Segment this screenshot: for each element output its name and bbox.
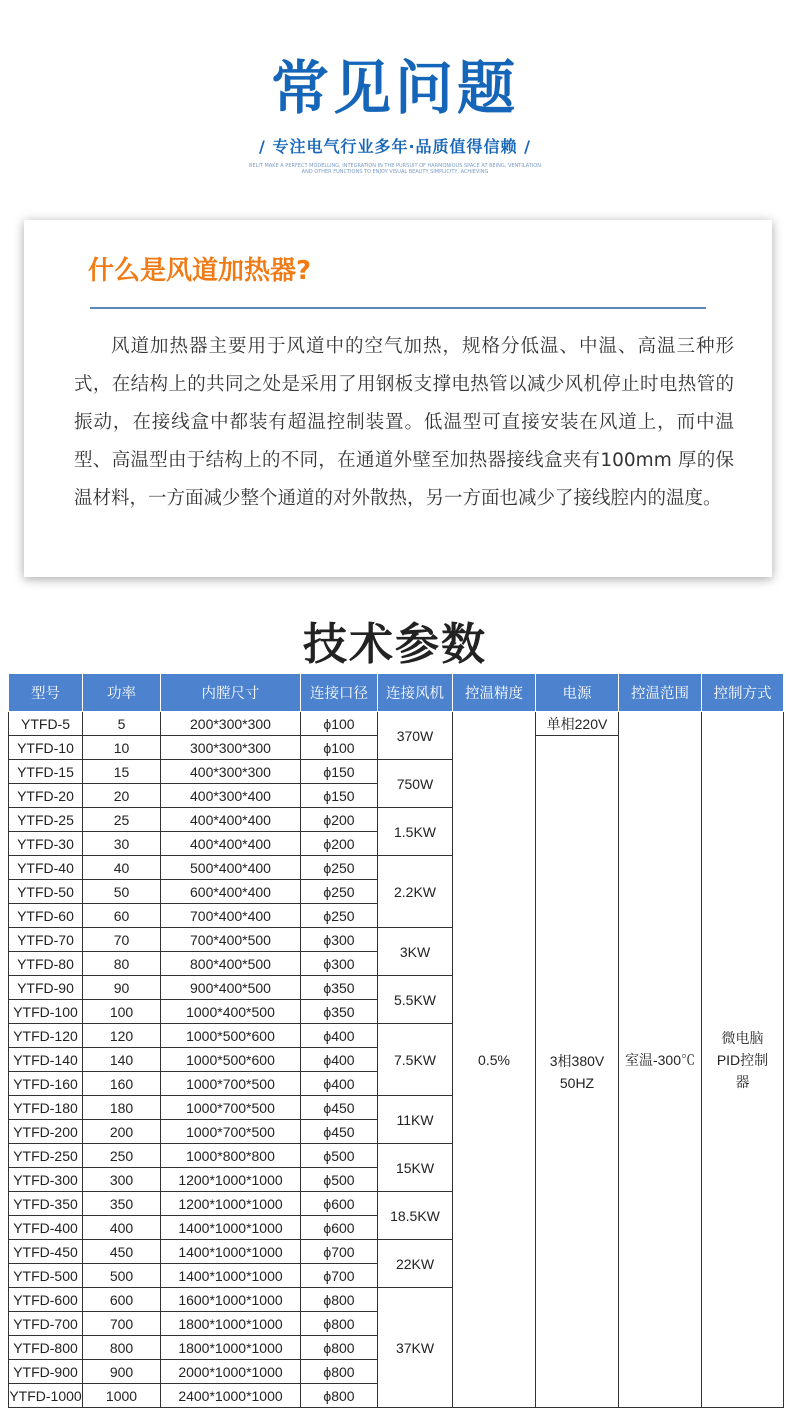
cell-model: YTFD-40: [9, 856, 83, 880]
cell-model: YTFD-400: [9, 1216, 83, 1240]
cell-size: 700*400*400: [161, 904, 301, 928]
cell-model: YTFD-5: [9, 712, 83, 736]
cell-port: ϕ200: [301, 808, 378, 832]
header-fan: 连接风机: [378, 674, 453, 712]
cell-port: ϕ500: [301, 1168, 378, 1192]
cell-size: 1000*700*500: [161, 1120, 301, 1144]
faq-answer: 风道加热器主要用于风道中的空气加热，规格分低温、中温、高温三种形式，在结构上的共同之处是采用了用钢板支撑电热管以减少风机停止时电热管的振动，在接线盒中都装有超温控制装置。低温型可直接安装在风道上，而中温型、高温型由于结构上的不同，在通道外壁至加热器接线盒夹有100mm 厚的保温材料，一方面减少整个通道的对外散热，另一方面也减少了接线腔内的温度。: [74, 336, 734, 509]
cell-port: ϕ500: [301, 1144, 378, 1168]
cell-power: 20: [83, 784, 161, 808]
cell-model: YTFD-250: [9, 1144, 83, 1168]
faq-card: [24, 220, 772, 577]
cell-port: ϕ800: [301, 1336, 378, 1360]
cell-size: 2000*1000*1000: [161, 1360, 301, 1384]
cell-model: YTFD-700: [9, 1312, 83, 1336]
faq-subtitle: / 专注电气行业多年·品质值得信赖 /: [259, 137, 531, 156]
cell-fan: 1.5KW: [378, 808, 453, 856]
cell-model: YTFD-200: [9, 1120, 83, 1144]
cell-size: 1200*1000*1000: [161, 1168, 301, 1192]
cell-model: YTFD-80: [9, 952, 83, 976]
cell-model: YTFD-10: [9, 736, 83, 760]
cell-model: YTFD-25: [9, 808, 83, 832]
header-power: 功率: [83, 674, 161, 712]
cell-fan: 18.5KW: [378, 1192, 453, 1240]
cell-model: YTFD-140: [9, 1048, 83, 1072]
cell-power: 200: [83, 1120, 161, 1144]
cell-model: YTFD-600: [9, 1288, 83, 1312]
cell-size: 300*300*300: [161, 736, 301, 760]
cell-model: YTFD-30: [9, 832, 83, 856]
header-model: 型号: [9, 674, 83, 712]
cell-port: ϕ250: [301, 856, 378, 880]
cell-size: 400*300*300: [161, 760, 301, 784]
cell-fan: 5.5KW: [378, 976, 453, 1024]
cell-size: 1400*1000*1000: [161, 1240, 301, 1264]
cell-power: 100: [83, 1000, 161, 1024]
cell-fan: 3KW: [378, 928, 453, 976]
cell-power: 500: [83, 1264, 161, 1288]
cell-size: 1800*1000*1000: [161, 1312, 301, 1336]
cell-port: ϕ450: [301, 1096, 378, 1120]
cell-port: ϕ150: [301, 784, 378, 808]
header-port: 连接口径: [301, 674, 378, 712]
cell-size: 1600*1000*1000: [161, 1288, 301, 1312]
cell-fan: 15KW: [378, 1144, 453, 1192]
cell-size: 1000*500*600: [161, 1024, 301, 1048]
cell-model: YTFD-1000: [9, 1384, 83, 1408]
cell-size: 700*400*500: [161, 928, 301, 952]
cell-power: 50: [83, 880, 161, 904]
cell-model: YTFD-350: [9, 1192, 83, 1216]
faq-title: 常见问题: [270, 54, 519, 122]
cell-model: YTFD-100: [9, 1000, 83, 1024]
cell-power: 15: [83, 760, 161, 784]
cell-size: 1800*1000*1000: [161, 1336, 301, 1360]
spec-table: [8, 673, 784, 1408]
table-row: [9, 712, 784, 736]
cell-power: 250: [83, 1144, 161, 1168]
cell-model: YTFD-300: [9, 1168, 83, 1192]
cell-port: ϕ800: [301, 1288, 378, 1312]
cell-size: 400*400*400: [161, 808, 301, 832]
cell-power: 5: [83, 712, 161, 736]
cell-model: YTFD-160: [9, 1072, 83, 1096]
cell-model: YTFD-450: [9, 1240, 83, 1264]
cell-fan: 11KW: [378, 1096, 453, 1144]
cell-power: 180: [83, 1096, 161, 1120]
cell-port: ϕ450: [301, 1120, 378, 1144]
header-supply: 电源: [536, 674, 619, 712]
cell-power: 350: [83, 1192, 161, 1216]
cell-port: ϕ200: [301, 832, 378, 856]
cell-fan: 37KW: [378, 1288, 453, 1408]
cell-power: 160: [83, 1072, 161, 1096]
cell-size: 500*400*400: [161, 856, 301, 880]
cell-power: 60: [83, 904, 161, 928]
cell-size: 2400*1000*1000: [161, 1384, 301, 1408]
cell-port: ϕ100: [301, 712, 378, 736]
cell-port: ϕ400: [301, 1048, 378, 1072]
cell-port: ϕ300: [301, 952, 378, 976]
cell-port: ϕ100: [301, 736, 378, 760]
cell-model: YTFD-90: [9, 976, 83, 1000]
cell-model: YTFD-60: [9, 904, 83, 928]
cell-size: 1200*1000*1000: [161, 1192, 301, 1216]
cell-size: 900*400*500: [161, 976, 301, 1000]
cell-port: ϕ350: [301, 1000, 378, 1024]
cell-port: ϕ800: [301, 1384, 378, 1408]
cell-power: 40: [83, 856, 161, 880]
cell-size: 800*400*500: [161, 952, 301, 976]
cell-supply-three: 3相380V 50HZ: [536, 736, 619, 1408]
cell-fan: 370W: [378, 712, 453, 760]
cell-size: 600*400*400: [161, 880, 301, 904]
cell-size: 1400*1000*1000: [161, 1264, 301, 1288]
cell-power: 10: [83, 736, 161, 760]
cell-supply-single: 单相220V: [536, 712, 619, 736]
cell-port: ϕ600: [301, 1216, 378, 1240]
cell-size: 1400*1000*1000: [161, 1216, 301, 1240]
cell-size: 400*400*400: [161, 832, 301, 856]
header-range: 控温范围: [619, 674, 702, 712]
faq-question: 什么是风道加热器?: [88, 256, 312, 286]
cell-model: YTFD-120: [9, 1024, 83, 1048]
cell-model: YTFD-50: [9, 880, 83, 904]
cell-power: 90: [83, 976, 161, 1000]
faq-tagline: BELIT MAKE A PERFECT MODELLING, INTEGRATION IN THE PURSUIT OF HARMONIOUS SPACE AT BEING, VENTILATION AND OTHER FUNCTIONS TO ENJOY VISUAL BEAUTY SIMPLICITY, ACHIEVING: [249, 163, 541, 175]
cell-model: YTFD-15: [9, 760, 83, 784]
tech-title: 技术参数: [303, 619, 487, 670]
cell-size: 1000*700*500: [161, 1072, 301, 1096]
cell-power: 800: [83, 1336, 161, 1360]
cell-model: YTFD-180: [9, 1096, 83, 1120]
cell-fan: 2.2KW: [378, 856, 453, 928]
cell-power: 1000: [83, 1384, 161, 1408]
cell-control: 微电脑PID控制器: [702, 712, 784, 1408]
cell-port: ϕ700: [301, 1240, 378, 1264]
cell-power: 400: [83, 1216, 161, 1240]
table-body: [9, 712, 784, 1408]
cell-port: ϕ400: [301, 1024, 378, 1048]
cell-fan: 22KW: [378, 1240, 453, 1288]
cell-power: 25: [83, 808, 161, 832]
table-header-row: [9, 674, 784, 712]
cell-size: 1000*700*500: [161, 1096, 301, 1120]
cell-model: YTFD-20: [9, 784, 83, 808]
cell-power: 450: [83, 1240, 161, 1264]
cell-port: ϕ700: [301, 1264, 378, 1288]
cell-power: 600: [83, 1288, 161, 1312]
cell-port: ϕ250: [301, 904, 378, 928]
cell-model: YTFD-800: [9, 1336, 83, 1360]
cell-model: YTFD-900: [9, 1360, 83, 1384]
cell-power: 70: [83, 928, 161, 952]
cell-power: 30: [83, 832, 161, 856]
cell-port: ϕ800: [301, 1312, 378, 1336]
cell-fan: 7.5KW: [378, 1024, 453, 1096]
cell-power: 140: [83, 1048, 161, 1072]
cell-precision: 0.5%: [453, 712, 536, 1408]
cell-model: YTFD-70: [9, 928, 83, 952]
cell-power: 700: [83, 1312, 161, 1336]
cell-port: ϕ300: [301, 928, 378, 952]
cell-power: 120: [83, 1024, 161, 1048]
divider: [90, 307, 706, 309]
cell-size: 1000*800*800: [161, 1144, 301, 1168]
faq-header: [0, 48, 790, 175]
cell-port: ϕ250: [301, 880, 378, 904]
cell-power: 300: [83, 1168, 161, 1192]
cell-port: ϕ350: [301, 976, 378, 1000]
cell-size: 1000*500*600: [161, 1048, 301, 1072]
cell-port: ϕ400: [301, 1072, 378, 1096]
header-precision: 控温精度: [453, 674, 536, 712]
cell-port: ϕ800: [301, 1360, 378, 1384]
header-control: 控制方式: [702, 674, 784, 712]
cell-range: 室温-300℃: [619, 712, 702, 1408]
cell-size: 1000*400*500: [161, 1000, 301, 1024]
cell-fan: 750W: [378, 760, 453, 808]
cell-port: ϕ600: [301, 1192, 378, 1216]
cell-power: 900: [83, 1360, 161, 1384]
cell-model: YTFD-500: [9, 1264, 83, 1288]
cell-size: 200*300*300: [161, 712, 301, 736]
cell-port: ϕ150: [301, 760, 378, 784]
cell-power: 80: [83, 952, 161, 976]
cell-size: 400*300*400: [161, 784, 301, 808]
header-size: 内膛尺寸: [161, 674, 301, 712]
